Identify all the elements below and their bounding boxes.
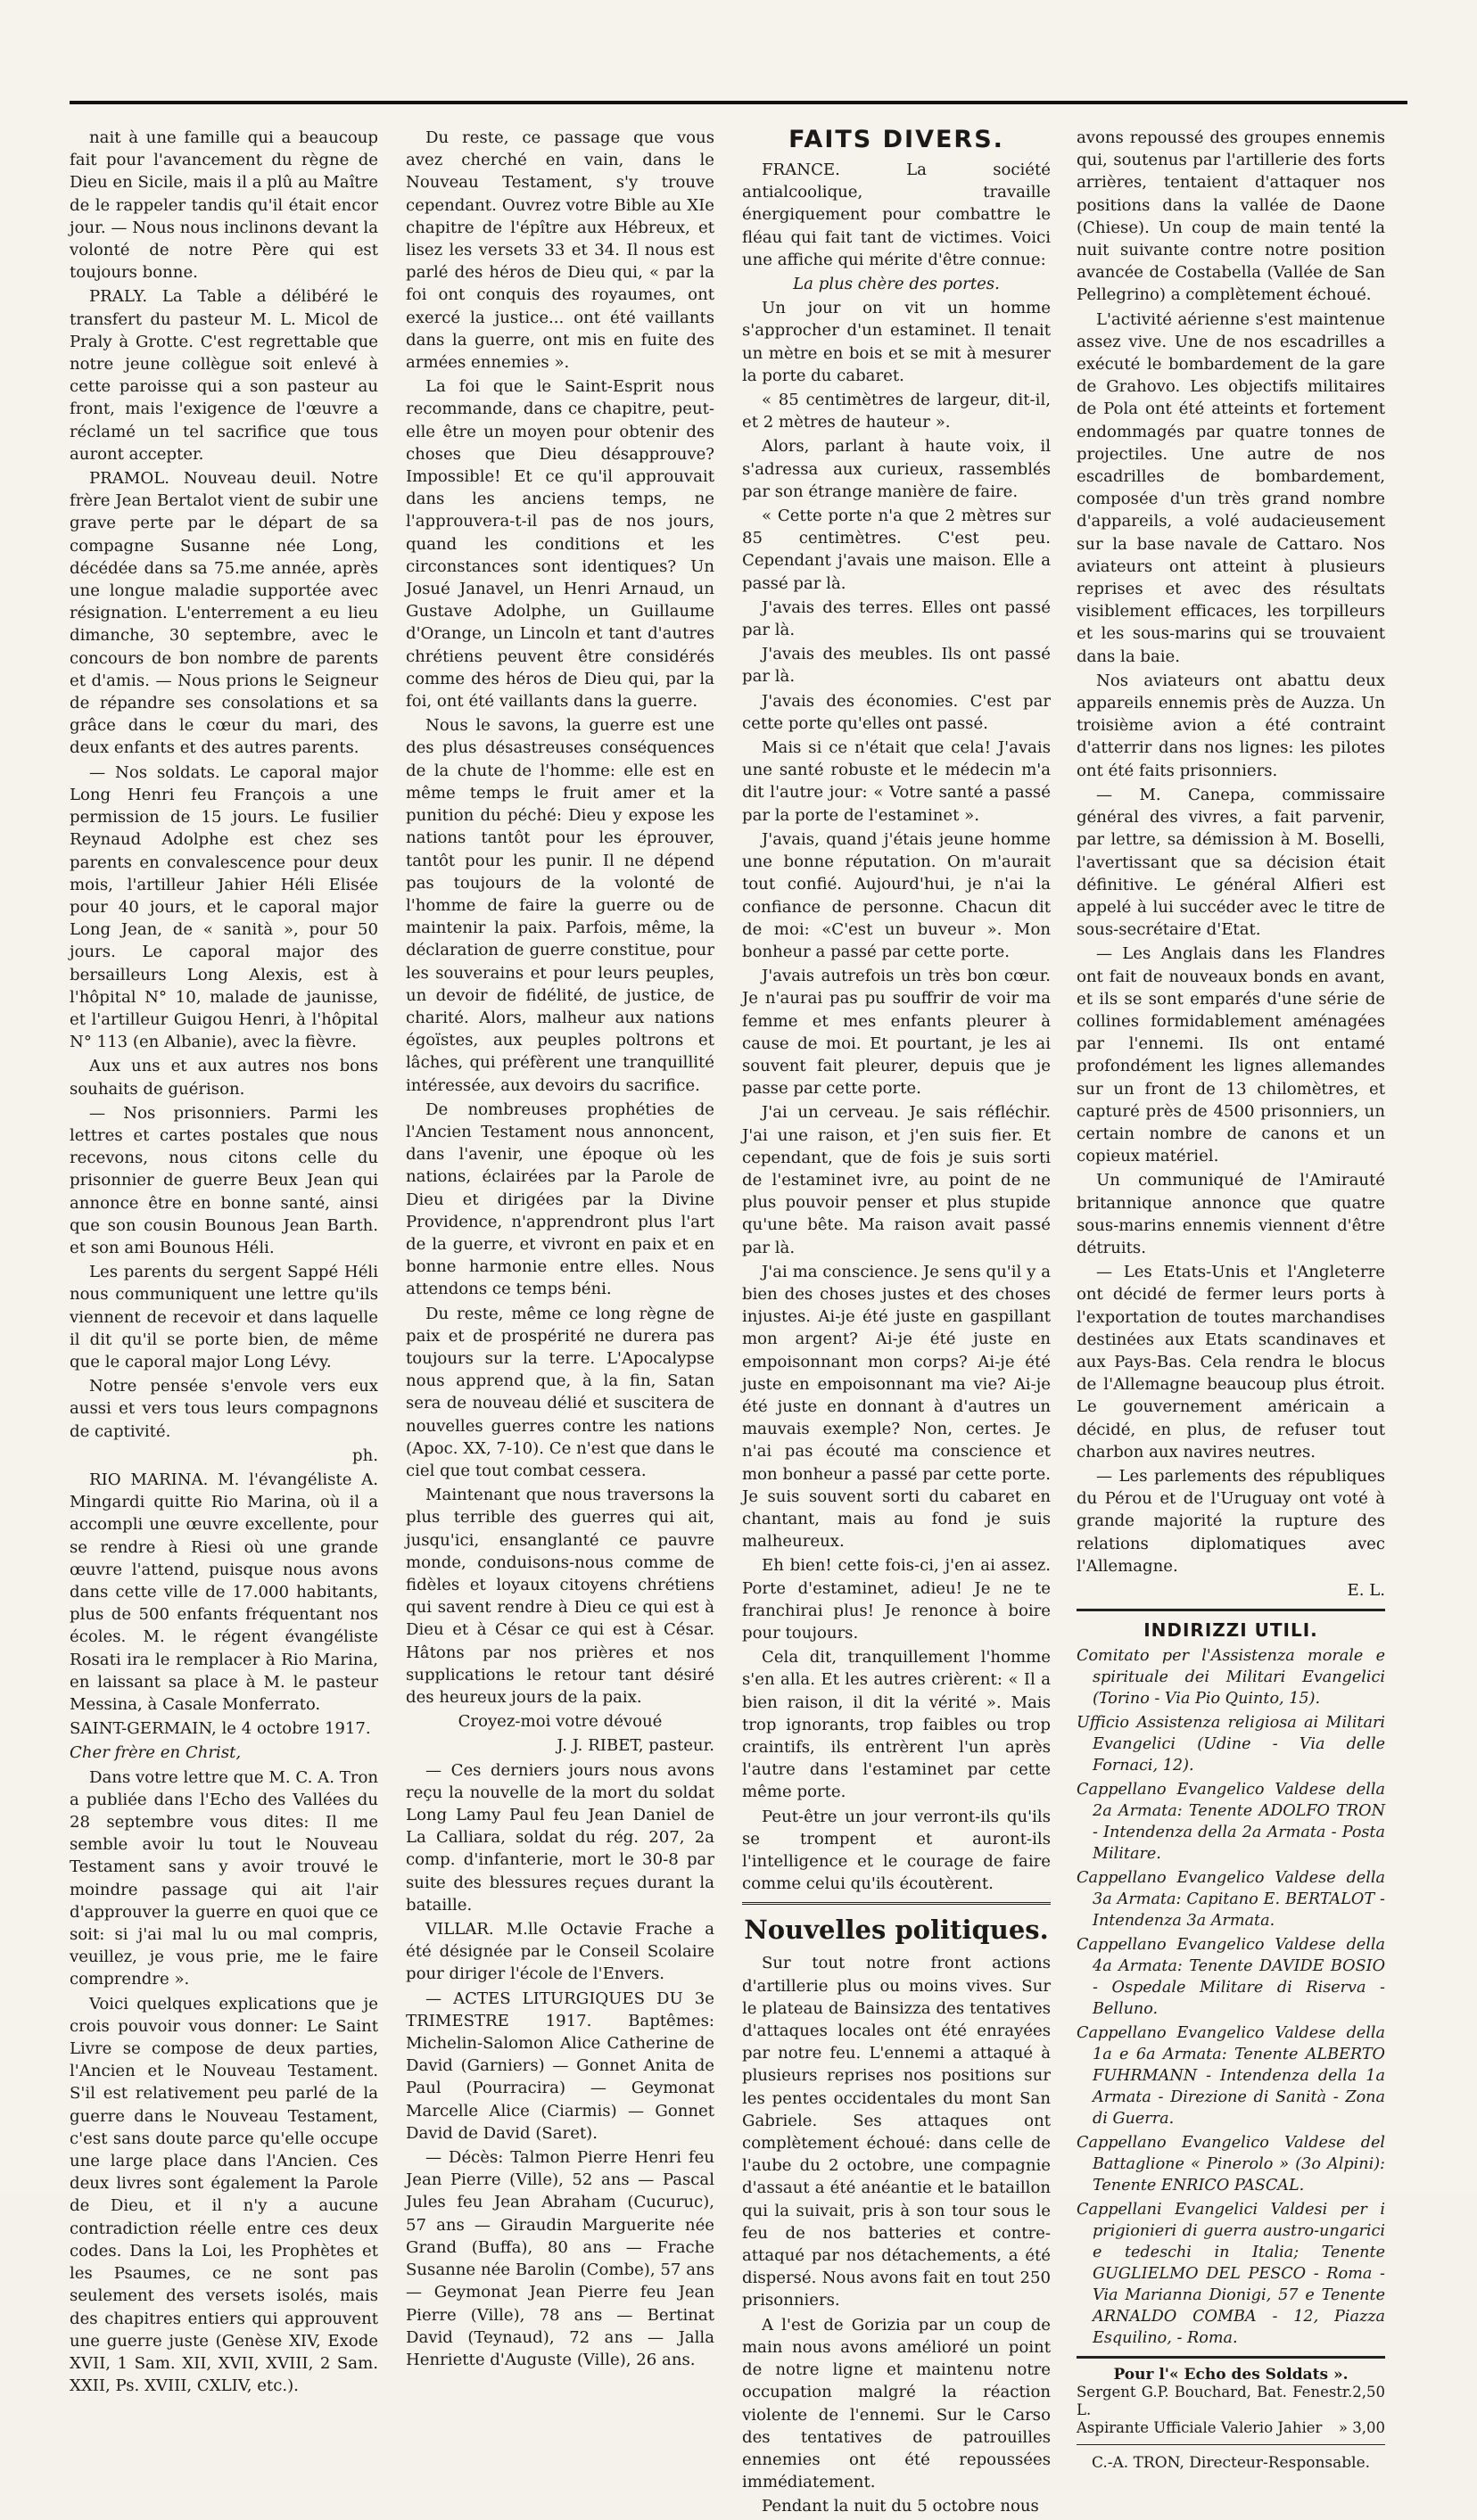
paragraph: — Les Etats-Unis et l'Angleterre ont décidé de fermer leurs ports à l'exportation de toutes marchandises destinées aux Etats scandinaves et aux Pays-Bas. Cela rendra le blocus de l'Allemagne beaucoup plus étroit. Le gouvernement américain a décidé, en plus, de refuser tout charbon aux navires neutres. bbox=[1077, 1263, 1385, 1462]
paragraph: J'ai ma conscience. Je sens qu'il y a bien des choses justes et des choses injustes. Ai-je été juste en gaspillant mon argent? Ai-je été juste en empoisonnant mon corps? Ai-je été juste en empoisonnant ma vie? Ai-je été juste en donnant à d'autres un mauvais exemple? Non, certes. Je n'ai pas écouté ma conscience et mon bonheur a passé par cette porte. Je suis souvent sorti du cabaret en chantant, mais au fond je suis malheureux. bbox=[742, 1262, 1051, 1552]
address-entry: Cappellano Evangelico Valdese della 2a Armata: Tenente ADOLFO TRON - Intendenza della 2a Armata - Posta Militare. bbox=[1077, 1781, 1385, 1864]
paragraph: Voici quelques explications que je crois pouvoir vous donner: Le Saint Livre se compose de deux parties, l'Ancien et le Nouveau Testament. S'il est relativement peu parlé de la guerre dans le Nouveau Testament, c'est sans doute parce qu'elle occupe une large place dans l'Ancien. Ces deux livres sont également la Parole de Dieu, et il n'y a aucune contradiction réelle entre ces deux codes. Dans la Loi, les Prophètes et les Psaumes, ce ne sont pas seulement des versets isolés, mais des chapitres entiers qui approuvent une guerre juste (Genèse XIV, Exode XVII, 1 Sam. XII, XVII, XVIII, 2 Sam. XXII, Ps. XVIII, CXLIV, etc.). bbox=[70, 1994, 378, 2396]
paragraph: avons repoussé des groupes ennemis qui, soutenus par l'artillerie des forts arrières, tentaient d'attaquer nos positions dans la vallée de Daone (Chiese). Un coup de main tenté la nuit suivante contre notre position avancée de Costabella (Vallée de San Pellegrino) a complètement échoué. bbox=[1077, 128, 1385, 305]
paragraph: Dans votre lettre que M. C. A. Tron a publiée dans l'Echo des Vallées du 28 septembre vous dites: Il me semble avoir lu tout le Nouveau Testament sans y avoir trouvé le moindre passage qui ait l'air d'approuver la guerre en quoi que ce soit: si j'ai mal lu ou mal compris, veuillez, je vous prie, me le faire comprendre ». bbox=[70, 1767, 378, 1989]
paragraph: — ACTES LITURGIQUES DU 3e TRIMESTRE 1917. Baptêmes: Michelin-Salomon Alice Catherine de David (Garniers) — Gonnet Anita de Paul (Pourracira) — Geymonat Marcelle Alice (Ciarmis) — Gonnet David de David (Saret). bbox=[406, 1989, 714, 2143]
paragraph: Notre pensée s'envole vers eux aussi et vers tous leurs compagnons de captivité. bbox=[70, 1377, 378, 1441]
paragraph: « 85 centimètres de largeur, dit-il, et 2 mètres de hauteur ». bbox=[742, 391, 1051, 432]
donation-row bbox=[1077, 2419, 1385, 2437]
paragraph: Sur tout notre front actions d'artillerie plus ou moins vives. Sur le plateau de Bainsizza des tentatives d'attaques locales ont été enrayées par notre feu. L'ennemi a attaqué à plusieurs reprises nos positions sur les pentes occidentales du mont San Gabriele. Ses attaques ont complètement échoué: dans celle de l'aube du 2 octobre, une compagnie d'assaut a été anéantie et le bataillon qui la suivait, pris à son tour sous le feu de nos batteries et contre-attaqué par nos détachements, a été dispersé. Nous avons fait en tout 250 prisonniers. bbox=[742, 1954, 1051, 2310]
paragraph: — Ces derniers jours nous avons reçu la nouvelle de la mort du soldat Long Lamy Paul feu Jean Daniel de La Calliara, soldat du rég. 207, 2a comp. d'infanterie, mort le 30-8 par suite des blessures reçues durant la bataille. bbox=[406, 1760, 714, 1915]
paragraph: nait à une famille qui a beaucoup fait pour l'avancement du règne de Dieu en Sicile, mais il a plû au Maître de le rappeler tandis qu'il était encor jour. — Nous nous inclinons devant la volonté de notre Père qui est toujours bonne. bbox=[70, 128, 378, 283]
paragraph: — Nos soldats. Le caporal major Long Henri feu François a une permission de 15 jours. Le fusilier Reynaud Adolphe est chez ses parents en convalescence pour deux mois, l'artilleur Jahier Héli Elisée pour 40 jours, et le caporal major Long Jean, de « sanità », pour 50 jours. Le caporal major des bersailleurs Long Alexis, est à l'hôpital N° 10, malade de jaunisse, et l'artilleur Guigou Henri, à l'hôpital N° 113 (en Albanie), avec la fièvre. bbox=[70, 762, 378, 1052]
faits-divers-section bbox=[742, 159, 1051, 1895]
paragraph: — Nos prisonniers. Parmi les lettres et cartes postales que nous recevons, nous citons celle du prisonnier de guerre Beux Jean qui annonce être en bonne santé, ainsi que son cousin Bounous Jean Barth. et son ami Bounous Héli. bbox=[70, 1103, 378, 1257]
paragraph: SAINT-GERMAIN, le 4 octobre 1917. bbox=[70, 1719, 371, 1739]
paragraph: VILLAR. M.lle Octavie Frache a été désignée par le Conseil Scolaire pour diriger l'école de l'Envers. bbox=[406, 1920, 714, 1984]
column-1 bbox=[70, 127, 378, 2399]
faits-divers-heading: FAITS DIVERS. bbox=[788, 126, 1004, 153]
address-entry: Cappellano Evangelico Valdese della 4a Armata: Tenente DAVIDE BOSIO - Ospedale Militare di Riserva - Belluno. bbox=[1077, 1936, 1385, 2019]
paragraph: J'avais des meubles. Ils ont passé par là. bbox=[742, 645, 1051, 687]
paragraph: Nos aviateurs ont abattu deux appareils ennemis près de Auzza. Un troisième avion a été contraint d'atterrir dans nos lignes: les pilotes ont été faits prisonniers. bbox=[1077, 671, 1385, 780]
nouvelles-continued bbox=[1077, 127, 1385, 1602]
editor-signature: C.-A. TRON, Directeur-Responsable. bbox=[1091, 2454, 1371, 2473]
paragraph: Aux uns et aux autres nos bons souhaits de guérison. bbox=[70, 1057, 378, 1099]
paragraph: Eh bien! cette fois-ci, j'en ai assez. Porte d'estaminet, adieu! Je ne te franchirai plus! Je renonce à boire pour toujours. bbox=[742, 1556, 1051, 1643]
paragraph: ph. bbox=[352, 1445, 378, 1465]
paragraph: FRANCE. La société antialcoolique, travaille énergiquement pour combattre le fléau qui fait tant de victimes. Voici une affiche qui mérite d'être connue: bbox=[742, 161, 1051, 269]
paragraph: Du reste, même ce long règne de paix et de prospérité ne durera pas toujours sur la terre. L'Apocalypse nous apprend que, à la fin, Satan sera de nouveau délié et suscitera de nouvelles guerres contre les nations (Apoc. XX, 7-10). Ce n'est que dans le ciel que tout combat cessera. bbox=[406, 1304, 714, 1480]
paragraph: RIO MARINA. M. l'évangéliste A. Mingardi quitte Rio Marina, où il a accompli une œuvre excellente, pour se rendre à Riesi où une grande œuvre l'attend, puisque nous avons dans cette ville de 17.000 habitants, plus de 500 enfants fréquentant nos écoles. M. le régent évangéliste Rosati ira le remplacer à Rio Marina, en laissant sa place à M. le pasteur Messina, à Casale Monferrato. bbox=[70, 1470, 378, 1715]
column-4 bbox=[1077, 127, 1385, 2475]
paragraph: J'avais des économies. C'est par cette porte qu'elles ont passé. bbox=[742, 691, 1051, 733]
section-divider bbox=[742, 1902, 1051, 1907]
indirizzi-heading: INDIRIZZI UTILI. bbox=[1143, 1619, 1318, 1642]
paragraph: PRALY. La Table a délibéré le transfert du pasteur M. L. Micol de Praly à Grotte. C'est regrettable que notre jeune collègue soit enlevé à cette paroisse qui a son pasteur au front, mais l'exigence de l'œuvre a réclamé un tel sacrifice que tous auront accepter. bbox=[70, 287, 378, 464]
paragraph: A l'est de Gorizia par un coup de main nous avons amélioré un point de notre ligne et maintenu notre occupation malgré la réaction violente de l'ennemi. Sur le Carso des tentatives de patrouilles ennemies ont été repoussées immédiatement. bbox=[742, 2315, 1051, 2492]
address-entry: Comitato per l'Assistenza morale e spirituale dei Militari Evangelici (Torino - Via Pio Quinto, 15). bbox=[1077, 1647, 1385, 1709]
paragraph: Pendant la nuit du 5 octobre nous bbox=[762, 2497, 1039, 2516]
paragraph: La plus chère des portes. bbox=[793, 275, 1000, 294]
paragraph: — M. Canepa, commissaire général des vivres, a fait parvenir, par lettre, sa démission à M. Boselli, l'avertissant que sa décision était définitive. Le général Alfieri est appelé à lui succéder avec le titre de sous-secrétaire d'Etat. bbox=[1077, 785, 1385, 940]
paragraph: L'activité aérienne s'est maintenue assez vive. Une de nos escadrilles a exécuté le bombardement de la gare de Grahovo. Les objectifs militaires de Pola ont été atteints et fortement endommagés par quatre tonnes de projectiles. Une autre de nos escadrilles de bombardement, composée d'un très grand nombre d'appareils, a volé audacieusement sur la base navale de Cattaro. Nos aviateurs ont atteint à plusieurs reprises et avec des résultats visiblement efficaces, les torpilleurs et les sous-marins qui se trouvaient dans la baie. bbox=[1077, 309, 1385, 666]
section-divider bbox=[1077, 2444, 1385, 2445]
paragraph: E. L. bbox=[1347, 1581, 1385, 1600]
section-divider bbox=[1077, 2356, 1385, 2359]
paragraph: Un jour on vit un homme s'approcher d'un estaminet. Il tenait un mètre en bois et se mit à mesurer la porte du cabaret. bbox=[742, 299, 1051, 385]
nouvelles-politiques-heading: Nouvelles politiques. bbox=[744, 1915, 1049, 1946]
paragraph: Croyez-moi votre dévoué bbox=[458, 1712, 663, 1732]
paragraph: J. J. RIBET, pasteur. bbox=[557, 1736, 714, 1756]
donation-amount: 2,50 bbox=[1352, 2384, 1385, 2401]
donation-amount: » 3,00 bbox=[1338, 2419, 1385, 2437]
paragraph: « Cette porte n'a que 2 mètres sur 85 centimètres. C'est peu. Cependant j'avais une maison. Elle a passé par là. bbox=[742, 506, 1051, 593]
paragraph: — Décès: Talmon Pierre Henri feu Jean Pierre (Ville), 52 ans — Pascal Jules feu Jean Abraham (Cucuruc), 57 ans — Giraudin Marguerite née Grand (Buffa), 80 ans — Frache Susanne née Barolin (Combe), 57 ans — Geymonat Jean Pierre feu Jean Pierre (Ville), 78 ans — Bertinat David (Teynaud), 72 ans — Jalla Henriette d'Auguste (Ville), 26 ans. bbox=[406, 2148, 714, 2369]
address-entry: Ufficio Assistenza religiosa ai Militari Evangelici (Udine - Via delle Fornaci, 12). bbox=[1077, 1714, 1385, 1775]
paragraph: J'avais, quand j'étais jeune homme une bonne réputation. On m'aurait tout confié. Aujourd'hui, je n'ai la confiance de personne. Chacun dit de moi: «C'est un buveur ». Mon bonheur a passé par cette porte. bbox=[742, 829, 1051, 961]
column-2 bbox=[406, 127, 714, 2373]
paragraph: Peut-être un jour verront-ils qu'ils se trompent et auront-ils l'intelligence et le courage de faire comme celui qu'ils écoutèrent. bbox=[742, 1807, 1051, 1894]
donations-box bbox=[1077, 2366, 1385, 2437]
paragraph: Alors, parlant à haute voix, il s'adressa aux curieux, rassemblés par son étrange manière de faire. bbox=[742, 437, 1051, 501]
paragraph: Un communiqué de l'Amirauté britannique annonce que quatre sous-marins ennemis viennent d'être détruits. bbox=[1077, 1171, 1385, 1257]
donor-name: Sergent G.P. Bouchard, Bat. Fenestr. L. bbox=[1077, 2384, 1353, 2419]
paragraph: J'avais autrefois un très bon cœur. Je n'aurai pas pu souffrir de voir ma femme et mes enfants pleurer à cause de moi. Et pourtant, je les ai souvent fait pleurer, depuis que je passe par cette porte. bbox=[742, 967, 1051, 1099]
address-entry: Cappellano Evangelico Valdese della 1a e 6a Armata: Tenente ALBERTO FUHRMANN - Intendenza della 1a Armata - Direzione di Sanità - Zona di Guerra. bbox=[1077, 2024, 1385, 2129]
address-entry: Cappellano Evangelico Valdese del Battaglione « Pinerolo » (3o Alpini): Tenente ENRICO PASCAL. bbox=[1077, 2134, 1385, 2195]
donor-name: Aspirante Ufficiale Valerio Jahier bbox=[1077, 2419, 1323, 2437]
paragraph: — Les Anglais dans les Flandres ont fait de nouveaux bonds en avant, et ils se sont emparés d'une série de collines formidablement aménagées par l'ennemi. Ils ont entamé profondément les lignes allemandes sur un front de 13 chilomètres, et capturé près de 4500 prisonniers, un certain nombre de canons et un copieux matériel. bbox=[1077, 944, 1385, 1166]
donation-row bbox=[1077, 2384, 1385, 2419]
address-entry: Cappellani Evangelici Valdesi per i prigionieri di guerra austro-ungarici e tedeschi in Italia; Tenente GUGLIELMO DEL PESCO - Roma - Via Marianna Dionigi, 57 e Tenente ARNALDO COMBA - 12, Piazza Esquilino, - Roma. bbox=[1077, 2201, 1385, 2348]
paragraph: Les parents du sergent Sappé Héli nous communiquent une lettre qu'ils viennent de recevoir et dans laquelle il dit qu'il se porte bien, de même que le caporal major Long Lévy. bbox=[70, 1263, 378, 1371]
paragraph: Nous le savons, la guerre est une des plus désastreuses conséquences de la chute de l'homme: elle est en même temps le fruit amer et la punition du péché: Dieu y expose les nations tantôt pour les éprouver, tantôt pour les punir. Il ne dépend pas toujours de la volonté de l'homme de faire la guerre ou de maintenir la paix. Parfois, même, la déclaration de guerre constitue, pour les souverains et pour leurs peuples, un devoir de fidélité, de justice, de charité. Alors, malheur aux nations égoïstes, aux peuples poltrons et lâches, qui préfèrent une tranquillité intéressée, aux devoirs du sacrifice. bbox=[406, 716, 714, 1095]
top-rule bbox=[70, 101, 1407, 104]
paragraph: — Les parlements des républiques du Pérou et de l'Uruguay ont voté à grande majorité la rupture des relations diplomatiques avec l'Allemagne. bbox=[1077, 1466, 1385, 1576]
address-entry: Cappellano Evangelico Valdese della 3a Armata: Capitano E. BERTALOT - Intendenza 3a Armata. bbox=[1077, 1869, 1385, 1931]
nouvelles-politiques-section bbox=[742, 1952, 1051, 2517]
donations-title: Pour l'« Echo des Soldats ». bbox=[1113, 2366, 1349, 2384]
paragraph: La foi que le Saint-Esprit nous recommande, dans ce chapitre, peut-elle être un moyen pour obtenir des choses que Dieu désapprouve? Impossible! Et ce qu'il approuvait dans les anciens temps, ne l'approuvera-t-il pas de nos jours, quand les conditions et les circonstances sont identiques? Un Josué Janavel, un Henri Arnaud, un Gustave Adolphe, un Guillaume d'Orange, un Lincoln et tant d'autres chrétiens peuvent être considérés comme des héros de Dieu qui, par la foi, ont été vaillants dans la guerre. bbox=[406, 377, 714, 712]
paragraph: Maintenant que nous traversons la plus terrible des guerres qui ait, jusqu'ici, ensanglanté ce pauvre monde, conduisons-nous comme de fidèles et loyaux citoyens chrétiens qui savent rendre à Dieu ce qui est à Dieu et à César ce qui est à César. Hâtons par nos prières et nos supplications le retour tant désiré des heureux jours de la paix. bbox=[406, 1486, 714, 1708]
paragraph: J'ai un cerveau. Je sais réfléchir. J'ai une raison, et j'en suis fier. Et cependant, que de fois je suis sorti de l'estaminet ivre, au point de ne plus pouvoir penser et plus stupide qu'une bête. Ma raison avait passé par là. bbox=[742, 1103, 1051, 1257]
section-divider bbox=[1077, 1609, 1385, 1611]
indirizzi-list bbox=[1077, 1645, 1385, 2349]
paragraph: Cher frère en Christ, bbox=[70, 1743, 242, 1763]
paragraph: Du reste, ce passage que vous avez cherché en vain, dans le Nouveau Testament, s'y trouve cependant. Ouvrez votre Bible au XIe chapitre de l'épître aux Hébreux, et lisez les versets 33 et 34. Il nous est parlé des héros de Dieu qui, « par la foi ont conquis des royaumes, ont exercé la justice... ont été vaillants dans la guerre, ont mis en fuite des armées ennemies ». bbox=[406, 128, 714, 373]
paragraph: Cela dit, tranquillement l'homme s'en alla. Et les autres crièrent: « Il a bien raison, il dit la vérité ». Mais trop ignorants, trop faibles ou trop craintifs, ils entrèrent l'un après l'autre dans l'estaminet par cette même porte. bbox=[742, 1648, 1051, 1802]
paragraph: PRAMOL. Nouveau deuil. Notre frère Jean Bertalot vient de subir une grave perte par le départ de sa compagne Susanne née Long, décédée dans sa 75.me année, après une longue maladie supportée avec résignation. L'enterrement a eu lieu dimanche, 30 septembre, avec le concours de bon nombre de parents et d'amis. — Nous prions le Seigneur de répandre ses consolations et sa grâce dans le cœur du mari, des deux enfants et des autres parents. bbox=[70, 469, 378, 758]
paragraph: J'avais des terres. Elles ont passé par là. bbox=[742, 597, 1051, 640]
paragraph: De nombreuses prophéties de l'Ancien Testament nous annoncent, dans l'avenir, une époque où les nations, éclairées par la Parole de Dieu et dirigées par la Divine Providence, n'apprendront plus l'art de la guerre, et vivront en paix et en bonne harmonie entre elles. Nous attendons ce temps béni. bbox=[406, 1099, 714, 1299]
column-3 bbox=[742, 127, 1051, 2520]
paragraph: Mais si ce n'était que cela! J'avais une santé robuste et le médecin m'a dit l'autre jour: « Votre santé a passé par la porte de l'estaminet ». bbox=[742, 738, 1051, 825]
